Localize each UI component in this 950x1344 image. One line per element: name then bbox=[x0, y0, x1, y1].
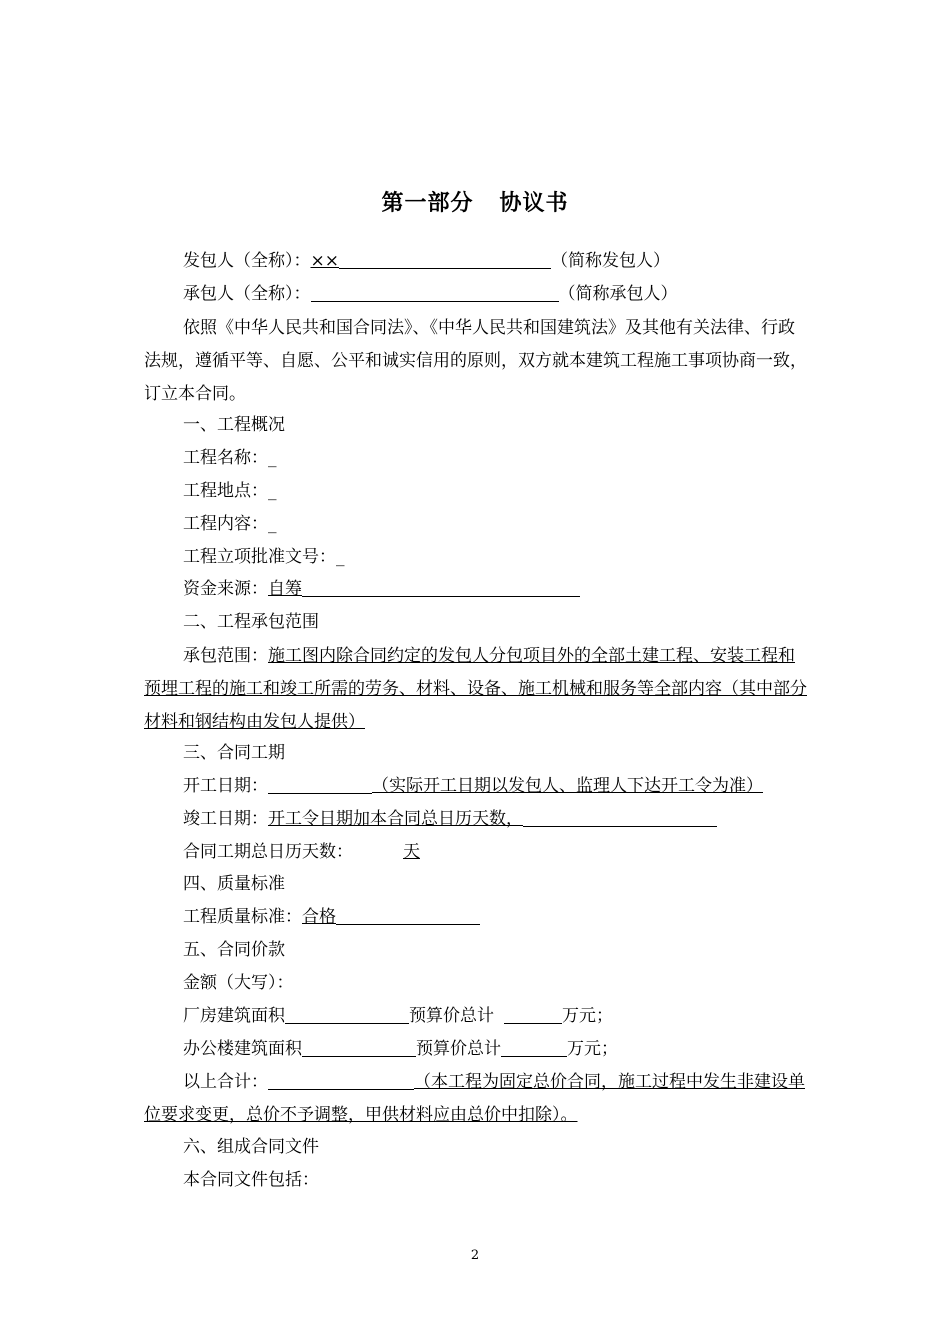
days-label: 合同工期总日历天数： bbox=[183, 842, 353, 862]
fund-source-line bbox=[183, 577, 580, 601]
total-paragraph bbox=[144, 1066, 808, 1132]
total-days-line bbox=[183, 840, 420, 864]
days-unit: 天 bbox=[403, 842, 420, 862]
total-note: （本工程为固定总价合同，施工过程中发生非建设单位要求变更，总价不予调整，甲供材料应由总价中扣除）。 bbox=[144, 1072, 805, 1125]
employer-label: 发包人（全称）： bbox=[183, 251, 311, 271]
start-blank bbox=[268, 775, 372, 794]
factory-area-blank bbox=[285, 1005, 409, 1024]
title-part: 第一部分 bbox=[381, 190, 474, 216]
section-6-heading: 六、组成合同文件 bbox=[183, 1137, 319, 1157]
scope-paragraph bbox=[144, 640, 808, 739]
office-line bbox=[183, 1037, 618, 1061]
title-name: 协议书 bbox=[499, 190, 569, 216]
fund-value: 自筹 bbox=[268, 579, 302, 599]
office-budget-blank bbox=[501, 1038, 567, 1057]
employer-line bbox=[183, 249, 670, 273]
contractor-line bbox=[183, 282, 678, 306]
section-4-heading: 四、质量标准 bbox=[183, 874, 285, 894]
intro-text: 依照《中华人民共和国合同法》、《中华人民共和国建筑法》及其他有关法律、行政法规，遵循平等、自愿、公平和诚实信用的原则，双方就本建筑工程施工事项协商一致，订立本合同。 bbox=[144, 318, 807, 404]
office-area-blank bbox=[302, 1038, 416, 1057]
project-approval: 工程立项批准文号：_ bbox=[183, 547, 345, 567]
factory-unit: 万元； bbox=[562, 1006, 613, 1026]
employer-blank bbox=[339, 250, 551, 269]
end-blank bbox=[523, 808, 717, 827]
project-location: 工程地点：_ bbox=[183, 481, 277, 501]
scope-label: 承包范围： bbox=[183, 646, 268, 666]
total-blank bbox=[268, 1071, 414, 1090]
end-value: 开工令日期加本合同总日历天数， bbox=[268, 809, 523, 829]
contract-docs-label: 本合同文件包括： bbox=[183, 1170, 319, 1190]
start-label: 开工日期： bbox=[183, 776, 268, 796]
factory-budget-label: 预算价总计 bbox=[409, 1006, 494, 1026]
contractor-blank bbox=[311, 283, 559, 302]
amount-label: 金额（大写）： bbox=[183, 973, 294, 993]
fund-blank bbox=[302, 578, 580, 597]
end-label: 竣工日期： bbox=[183, 809, 268, 829]
factory-line bbox=[183, 1004, 613, 1028]
page-number: 2 bbox=[470, 1248, 480, 1263]
quality-value: 合格 bbox=[302, 907, 336, 927]
quality-label: 工程质量标准： bbox=[183, 907, 302, 927]
contractor-suffix: （简称承包人） bbox=[558, 284, 678, 304]
scope-value: 施工图内除合同约定的发包人分包项目外的全部土建工程、安装工程和预埋工程的施工和竣工所需的劳务、材料、设备、施工机械和服务等全部内容（其中部分材料和钢结构由发包人提供） bbox=[144, 646, 807, 732]
intro-paragraph bbox=[144, 312, 808, 411]
office-unit: 万元； bbox=[567, 1039, 618, 1059]
quality-blank bbox=[336, 906, 480, 925]
factory-label: 厂房建筑面积 bbox=[183, 1006, 285, 1026]
employer-suffix: （简称发包人） bbox=[551, 251, 670, 271]
project-name: 工程名称：_ bbox=[183, 448, 277, 468]
start-note: （实际开工日期以发包人、监理人下达开工令为准） bbox=[372, 776, 763, 796]
project-content: 工程内容：_ bbox=[183, 514, 277, 534]
office-budget-label: 预算价总计 bbox=[416, 1039, 501, 1059]
office-label: 办公楼建筑面积 bbox=[183, 1039, 302, 1059]
total-label: 以上合计： bbox=[183, 1072, 268, 1092]
page-title bbox=[0, 186, 950, 217]
factory-budget-blank bbox=[504, 1005, 562, 1024]
section-1-heading: 一、工程概况 bbox=[183, 415, 285, 435]
section-2-heading: 二、工程承包范围 bbox=[183, 612, 319, 632]
quality-line bbox=[183, 905, 480, 929]
employer-value: ×× bbox=[310, 251, 339, 271]
contractor-label: 承包人（全称）： bbox=[183, 284, 311, 304]
end-date-line bbox=[183, 807, 717, 831]
section-5-heading: 五、合同价款 bbox=[183, 940, 285, 960]
section-3-heading: 三、合同工期 bbox=[183, 743, 285, 763]
start-date-line bbox=[183, 774, 763, 798]
fund-label: 资金来源： bbox=[183, 579, 268, 599]
